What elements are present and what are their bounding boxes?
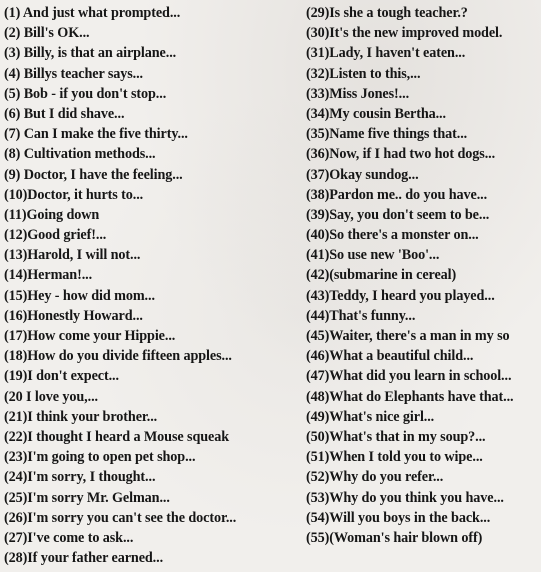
list-item: (25)I'm sorry Mr. Gelman...: [4, 489, 170, 506]
list-item: (55)(Woman's hair blown off): [306, 529, 483, 546]
list-item: (34)My cousin Bertha...: [306, 105, 446, 122]
list-item: (28)If your father earned...: [4, 550, 164, 567]
list-item: (50)What's that in my soup?...: [306, 428, 486, 445]
list-item: (13)Harold, I will not...: [4, 247, 141, 264]
list-item: (35)Name five things that...: [306, 126, 468, 143]
list-item: (53)Why do you think you have...: [306, 489, 504, 506]
list-item: (10)Doctor, it hurts to...: [4, 186, 144, 203]
list-item: (7) Can I make the five thirty...: [4, 126, 188, 143]
list-item: (36)Now, if I had two hot dogs...: [306, 146, 496, 163]
list-item: (45)Waiter, there's a man in my so: [306, 328, 510, 344]
list-item: (21)I think your brother...: [4, 408, 158, 425]
list-item: (49)What's nice girl...: [306, 408, 435, 425]
list-item: (17)How come your Hippie...: [4, 328, 176, 344]
list-item: (19)I don't expect...: [4, 368, 119, 385]
list-item: (20 I love you,...: [4, 388, 98, 405]
list-item: (6) But I did shave...: [4, 105, 125, 122]
list-item: (18)How do you divide fifteen apples...: [4, 348, 232, 365]
list-item: (47)What did you learn in school...: [306, 368, 512, 385]
list-item: (3) Billy, is that an airplane...: [4, 45, 177, 62]
list-item: (44)That's funny...: [306, 307, 416, 324]
list-item: (23)I'm going to open pet shop...: [4, 449, 196, 466]
list-item: (46)What a beautiful child...: [306, 348, 474, 365]
list-item: (29)Is she a tough teacher.?: [306, 5, 468, 21]
list-item: (38)Pardon me.. do you have...: [306, 186, 488, 203]
list-item: (26)I'm sorry you can't see the doctor...: [4, 509, 237, 526]
list-item: (11)Going down: [4, 206, 100, 223]
list-item: (4) Billys teacher says...: [4, 65, 143, 82]
left-column-list: [4, 3, 304, 568]
list-item: (8) Cultivation methods...: [4, 146, 156, 163]
list-item: (37)Okay sundog...: [306, 166, 419, 183]
list-item: (52)Why do you refer...: [306, 469, 444, 486]
list-item: (42)(submarine in cereal): [306, 267, 457, 284]
list-item: (2) Bill's OK...: [4, 25, 90, 42]
list-item: (33)Miss Jones!...: [306, 85, 410, 102]
list-item: (15)Hey - how did mom...: [4, 287, 155, 304]
list-item: (22)I thought I heard a Mouse squeak: [4, 428, 230, 445]
list-item: (48)What do Elephants have that...: [306, 388, 514, 405]
list-item: (54)Will you boys in the back...: [306, 509, 491, 526]
list-item: (12)Good grief!...: [4, 227, 107, 244]
right-column-list: [306, 3, 541, 548]
list-item: (24)I'm sorry, I thought...: [4, 469, 156, 486]
list-item: (30)It's the new improved model.: [306, 25, 503, 42]
list-item: (14)Herman!...: [4, 267, 93, 284]
list-item: (39)Say, you don't seem to be...: [306, 206, 490, 223]
list-item: (27)I've come to ask...: [4, 529, 134, 546]
list-item: (9) Doctor, I have the feeling...: [4, 166, 183, 183]
list-item: (1) And just what prompted...: [4, 5, 181, 21]
list-item: (41)So use new 'Boo'...: [306, 247, 440, 264]
list-item: (43)Teddy, I heard you played...: [306, 287, 495, 304]
list-item: (32)Listen to this,...: [306, 65, 421, 82]
list-item: (51)When I told you to wipe...: [306, 449, 483, 466]
list-item: (31)Lady, I haven't eaten...: [306, 45, 466, 62]
list-item: (40)So there's a monster on...: [306, 227, 479, 244]
list-item: (5) Bob - if you don't stop...: [4, 85, 167, 102]
list-item: (16)Honestly Howard...: [4, 307, 143, 324]
